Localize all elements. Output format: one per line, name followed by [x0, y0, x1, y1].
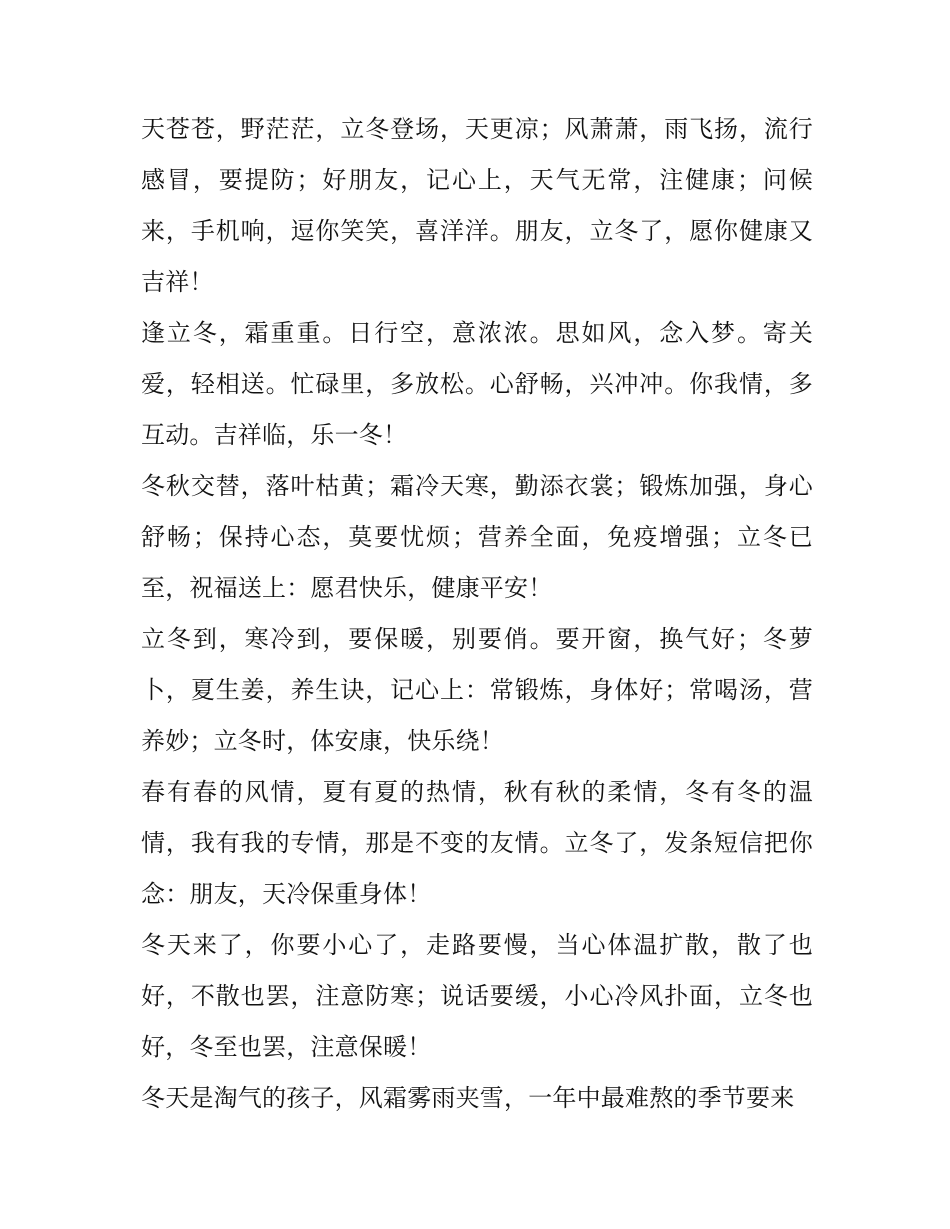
paragraph-1: 天苍苍，野茫茫，立冬登场，天更凉；风萧萧，雨飞扬，流行感冒，要提防；好朋友，记心上，天气无常，注健康；问候来，手机响，逗你笑笑，喜洋洋。朋友，立冬了，愿你健康又吉祥！ [141, 115, 813, 296]
paragraph-4: 立冬到，寒冷到，要保暖，别要俏。要开窗，换气好；冬萝卜，夏生姜，养生诀，记心上：常锻炼，身体好；常喝汤，营养妙；立冬时，体安康，快乐绕！ [141, 625, 813, 755]
paragraph-2: 逢立冬，霜重重。日行空，意浓浓。思如风，念入梦。寄关爱，轻相送。忙碌里，多放松。心舒畅，兴冲冲。你我情，多互动。吉祥临，乐一冬！ [141, 319, 813, 449]
paragraph-5: 春有春的风情，夏有夏的热情，秋有秋的柔情，冬有冬的温情，我有我的专情，那是不变的友情。立冬了，发条短信把你念：朋友，天冷保重身体！ [141, 778, 813, 908]
paragraph-7: 冬天是淘气的孩子，风霜雾雨夹雪，一年中最难熬的季节要来 [141, 1084, 795, 1112]
paragraph-3: 冬秋交替，落叶枯黄；霜冷天寒，勤添衣裳；锻炼加强，身心舒畅；保持心态，莫要忧烦；营养全面，免疫增强；立冬已至，祝福送上：愿君快乐，健康平安！ [141, 472, 813, 602]
paragraph-6: 冬天来了，你要小心了，走路要慢，当心体温扩散，散了也好，不散也罢，注意防寒；说话要缓，小心冷风扑面，立冬也好，冬至也罢，注意保暖！ [141, 931, 813, 1061]
document-body [141, 104, 813, 1124]
